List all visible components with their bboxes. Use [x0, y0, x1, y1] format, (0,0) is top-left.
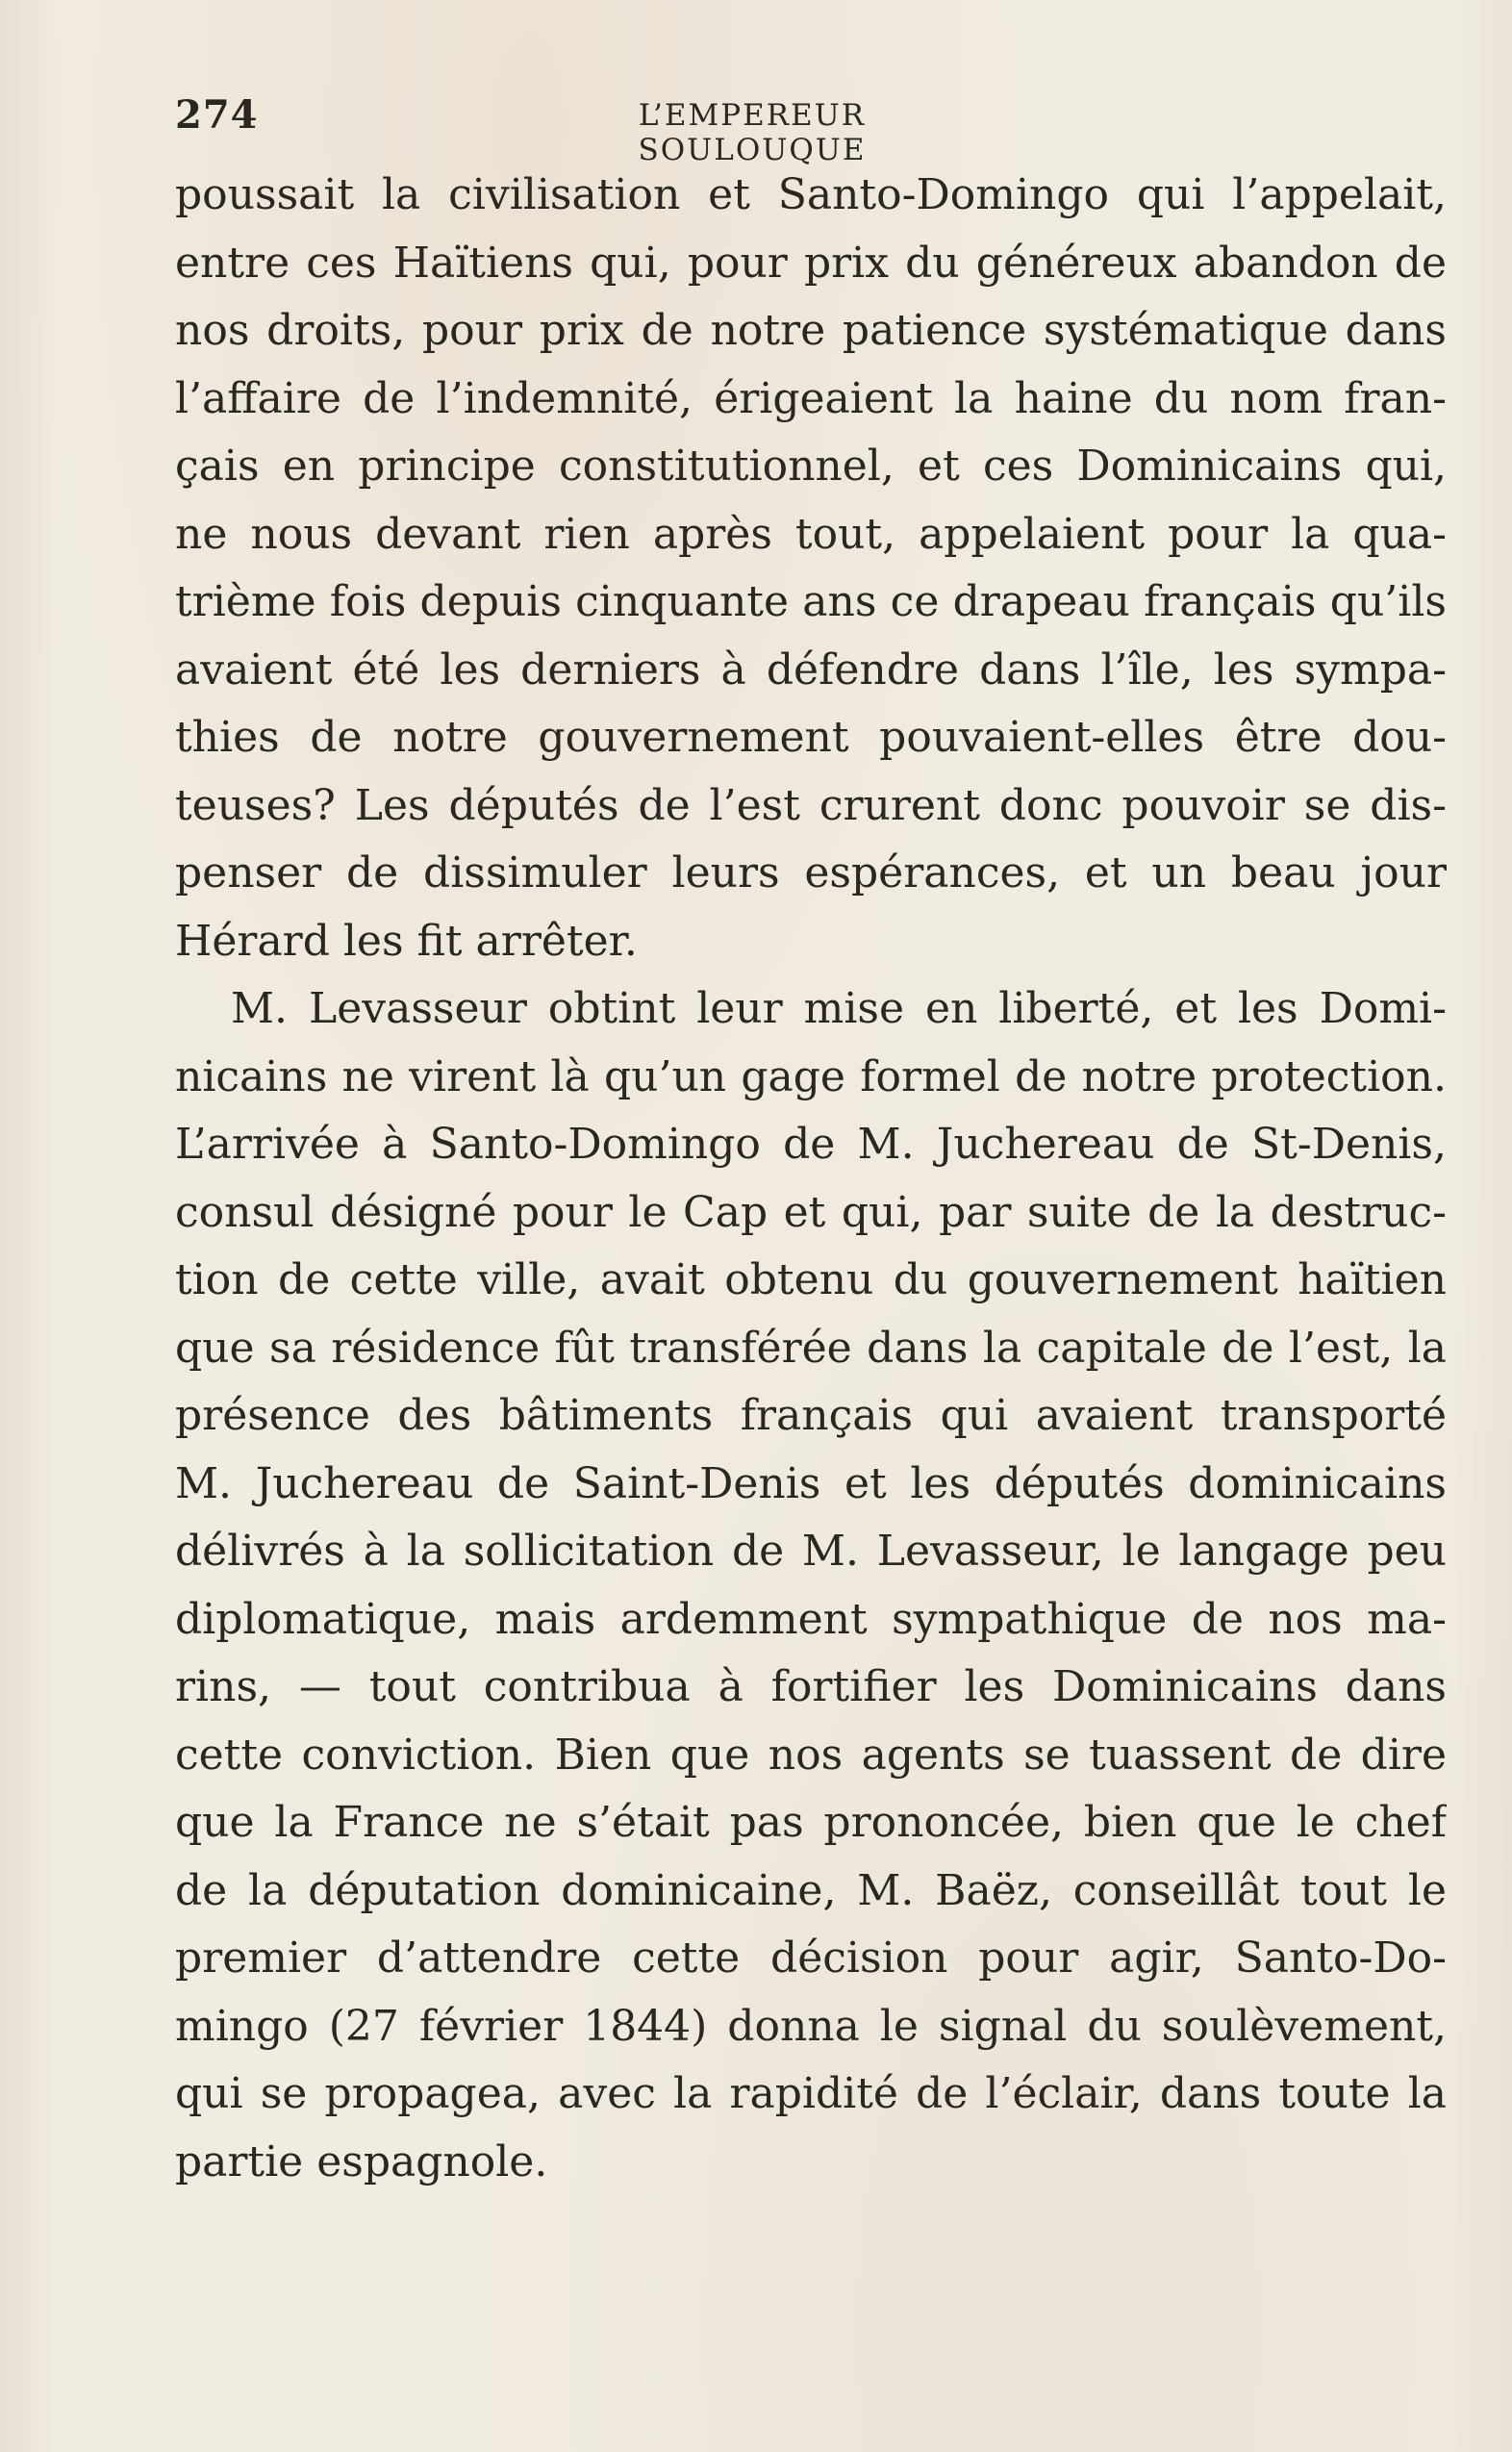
text-line: Hérard les fit arrêter.	[175, 916, 638, 966]
text-line: avaient été les derniers à défendre dans l’île, les sympa-	[175, 645, 1447, 695]
text-line: entre ces Haïtiens qui, pour prix du généreux abandon de	[175, 238, 1447, 288]
text-line: M. Juchereau de Saint-Denis et les députés dominicains	[175, 1458, 1447, 1508]
text-line: rins, — tout contribua à fortifier les Dominicains dans	[175, 1662, 1447, 1711]
text-line: teuses? Les députés de l’est crurent donc pouvoir se dis-	[175, 780, 1447, 830]
body-text	[175, 162, 1447, 2196]
text-line: mingo (27 février 1844) donna le signal du soulèvement,	[175, 2001, 1447, 2051]
text-line: tion de cette ville, avait obtenu du gouvernement haïtien	[175, 1255, 1447, 1304]
page-header	[175, 92, 1447, 167]
text-line: nicains ne virent là qu’un gage formel de notre protection.	[175, 1051, 1447, 1101]
text-line: partie espagnole.	[175, 2136, 548, 2187]
text-line: trième fois depuis cinquante ans ce drapeau français qu’ils	[175, 577, 1447, 626]
text-line: penser de dissimuler leurs espérances, et un beau jour	[175, 848, 1447, 897]
running-title: L’EMPEREUR SOULOUQUE	[638, 98, 867, 167]
text-line: que sa résidence fût transférée dans la capitale de l’est, la	[175, 1323, 1447, 1373]
text-line: de la députation dominicaine, M. Baëz, conseillât tout le	[175, 1865, 1447, 1915]
text-line: diplomatique, mais ardemment sympathique de nos ma-	[175, 1594, 1447, 1644]
text-line: l’affaire de l’indemnité, érigeaient la haine du nom fran-	[175, 373, 1447, 423]
text-line: premier d’attendre cette décision pour agir, Santo-Do-	[175, 1934, 1447, 1983]
text-line: consul désigné pour le Cap et qui, par suite de la destruc-	[175, 1187, 1447, 1237]
text-line: ne nous devant rien après tout, appelaient pour la qua-	[175, 509, 1447, 559]
text-line: çais en principe constitutionnel, et ces Dominicains qui,	[175, 442, 1447, 491]
text-line: L’arrivée à Santo-Domingo de M. Juchereau de St-Denis,	[175, 1120, 1447, 1169]
text-line: M. Levasseur obtint leur mise en liberté, et les Domi-	[231, 984, 1447, 1033]
text-line: présence des bâtiments français qui avaient transporté	[175, 1391, 1447, 1440]
text-line: thies de notre gouvernement pouvaient-elles être dou-	[175, 713, 1447, 762]
text-line: nos droits, pour prix de notre patience systématique dans	[175, 306, 1447, 355]
text-line: délivrés à la sollicitation de M. Levasseur, le langage peu	[175, 1527, 1447, 1576]
text-line: que la France ne s’était pas prononcée, bien que le chef	[175, 1798, 1447, 1847]
text-line: poussait la civilisation et Santo-Domingo qui l’appelait,	[175, 170, 1447, 219]
page-number: 274	[175, 92, 259, 138]
text-line: qui se propagea, avec la rapidité de l’éclair, dans toute la	[175, 2069, 1447, 2118]
text-line: cette conviction. Bien que nos agents se tuassent de dire	[175, 1730, 1447, 1780]
